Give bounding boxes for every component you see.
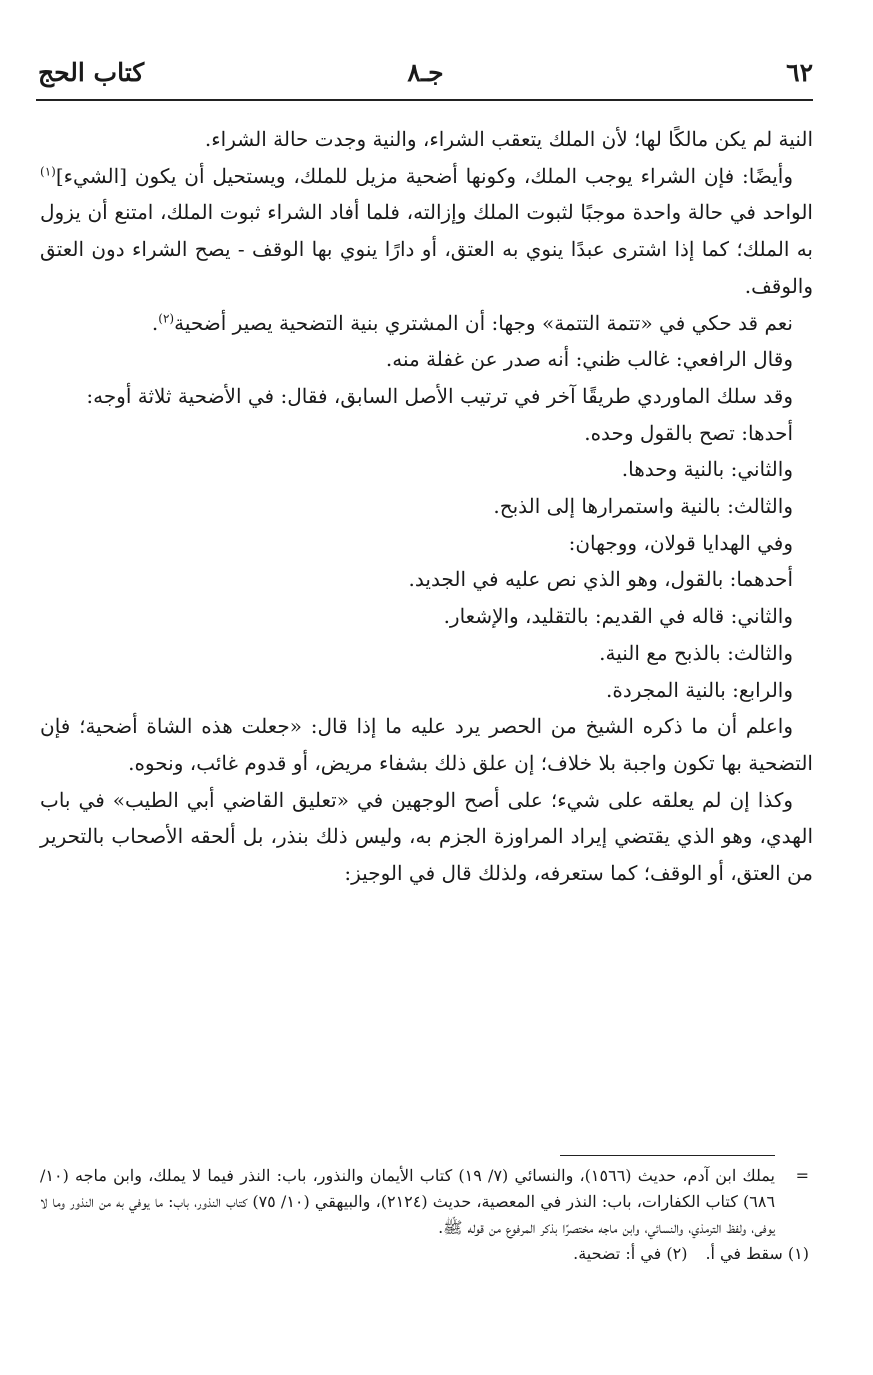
footnote-rule <box>560 1155 775 1156</box>
paragraph-text: وفي الهدايا قولان، ووجهان: <box>568 530 793 555</box>
paragraph <box>40 708 813 781</box>
paragraph-text: وقد سلك الماوردي طريقًا آخر في ترتيب الأصل السابق، فقال: في الأضحية ثلاثة أوجه: <box>86 383 793 408</box>
footnotes <box>40 1163 809 1267</box>
paragraph-text: والرابع: بالنية المجردة. <box>605 677 793 702</box>
list-item <box>40 488 813 525</box>
page-header <box>38 58 813 98</box>
paragraph-text: والثاني: بالنية وحدها. <box>621 457 793 482</box>
list-item <box>40 415 813 452</box>
page-number: ٦٢ <box>786 58 813 87</box>
footnote-2 <box>573 1241 687 1267</box>
footnote-continuation <box>40 1163 809 1241</box>
paragraph-text: والثالث: بالنية واستمرارها إلى الذبح. <box>493 494 793 519</box>
footnote-1 <box>705 1241 809 1267</box>
list-item <box>40 635 813 672</box>
paragraph-text: والثاني: قاله في القديم: بالتقليد، والإشعار. <box>443 604 793 629</box>
main-text <box>40 121 813 892</box>
paragraph-text: . <box>151 310 159 335</box>
paragraph <box>40 525 813 562</box>
paragraph-text: نعم قد حكي في «تتمة التتمة» وجها: أن المشتري بنية التضحية يصير أضحية <box>174 310 793 335</box>
footnote-text: في أ: تضحية. <box>573 1244 662 1263</box>
paragraph <box>40 121 813 158</box>
paragraph <box>40 158 813 305</box>
footnote-ref: (١) <box>40 164 56 179</box>
footnote-ref: (٢) <box>158 310 175 325</box>
list-item <box>40 561 813 598</box>
paragraph <box>40 305 813 342</box>
paragraph-text: أحدها: تصح بالقول وحده. <box>584 420 793 445</box>
paragraph <box>40 782 813 892</box>
paragraph-text: وكذا إن لم يعلقه على شيء؛ على أصح الوجهين في «تعليق القاضي أبي الطيب» في باب الهدي، وهو الذي يقتضي إيراد المراوزة الجزم به، وليس ذلك بنذر، بل ألحقه الأصحاب بالتحرير من العتق، أو الوقف؛ كما ستعرفه، ولذلك قال في الوجيز: <box>40 787 813 886</box>
paragraph-text: وأيضًا: فإن الشراء يوجب الملك، وكونها أضحية مزيل للملك، ويستحيل أن يكون [الشيء] <box>55 163 793 188</box>
footnote-text: يملك ابن آدم، حديث (١٥٦٦)، والنسائي (٧/ ١٩) كتاب الأيمان والنذور، باب: النذر فيما لا يملك، وابن ماجه (١٠/ ٦٨٦) كتاب الكفارات، باب: النذر في المعصية، حديث (٢١٢٤)، والبيهقي (١٠/ ٧٥) كتاب النذور، باب: ما يوفي به من النذور وما لا يوفى، ولفظ الترمذي، والنسائي، وابن ماجه مختصرًا بذكر المرفوع من قوله ﷺ. <box>40 1166 776 1237</box>
header-rule <box>36 99 813 101</box>
list-item <box>40 451 813 488</box>
paragraph-text: الواحد في حالة واحدة موجبًا لثبوت الملك وإزالته، فلما أفاد الشراء ثبوت الملك، امتنع أن يزول به الملك؛ كما إذا اشترى عبدًا ينوي به العتق، أو دارًا ينوي بها الوقف - يصح الشراء دون العتق والوقف. <box>40 200 814 298</box>
footnote-number: (١) <box>787 1244 809 1263</box>
list-item <box>40 598 813 635</box>
continuation-mark: = <box>795 1166 809 1185</box>
footnote-number: (٢) <box>666 1244 688 1263</box>
paragraph-text: النية لم يكن مالكًا لها؛ لأن الملك يتعقب الشراء، والنية وجدت حالة الشراء. <box>204 127 813 151</box>
footnote-line <box>40 1241 809 1267</box>
paragraph <box>40 378 813 415</box>
list-item <box>40 672 813 709</box>
paragraph-text: وقال الرافعي: غالب ظني: أنه صدر عن غفلة منه. <box>385 347 793 372</box>
paragraph-text: أحدهما: بالقول، وهو الذي نص عليه في الجديد. <box>408 567 793 592</box>
paragraph <box>40 341 813 378</box>
volume-number: جـ٨ <box>407 58 444 87</box>
book-title: كتاب الحج <box>38 58 145 87</box>
footnote-text: سقط في أ. <box>705 1244 783 1263</box>
paragraph-text: واعلم أن ما ذكره الشيخ من الحصر يرد عليه ما إذا قال: «جعلت هذه الشاة أضحية؛ فإن التضحية بها تكون واجبة بلا خلاف؛ إن علق ذلك بشفاء مريض، أو قدوم غائب، ونحوه. <box>40 714 813 775</box>
paragraph-text: والثالث: بالذبح مع النية. <box>599 640 793 665</box>
